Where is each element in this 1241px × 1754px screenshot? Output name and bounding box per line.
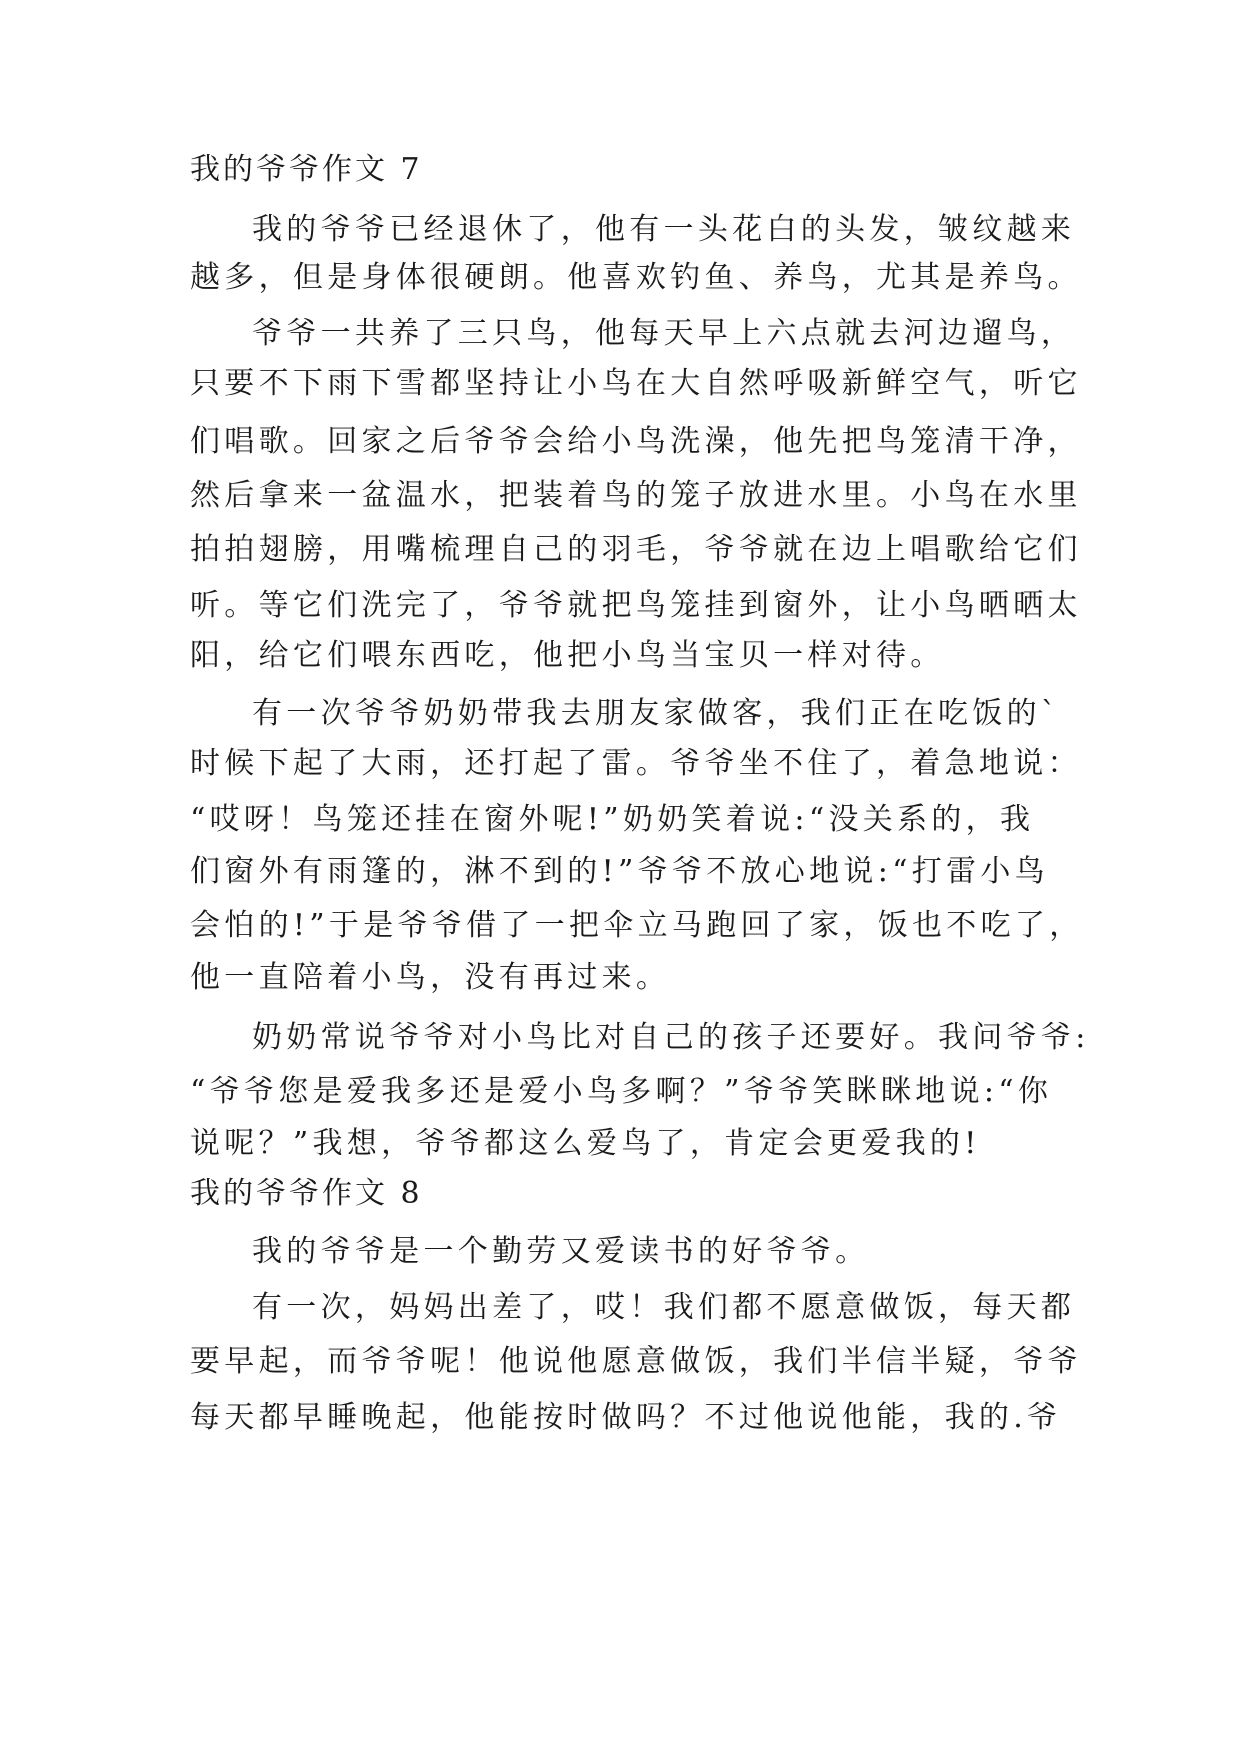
essay-7-line-8: 听。等它们洗完了，爷爷就把鸟笼挂到窗外，让小鸟晒晒太 [190, 588, 1082, 623]
essay-8-line-4: 每天都早睡晚起，他能按时做吗？不过他说他能，我的.爷 [190, 1400, 1062, 1435]
essay-7-line-3: 爷爷一共养了三只鸟，他每天早上六点就去河边遛鸟， [252, 316, 1076, 351]
essay-7-line-10: 有一次爷爷奶奶带我去朋友家做客，我们正在吃饭的` [252, 696, 1061, 731]
essay-7-line-4: 只要不下雨下雪都坚持让小鸟在大自然呼吸新鲜空气，听它 [190, 366, 1082, 401]
essay-7-line-7: 拍拍翅膀，用嘴梳理自己的羽毛，爷爷就在边上唱歌给它们 [190, 532, 1082, 567]
essay-7-line-17: “爷爷您是爱我多还是爱小鸟多啊？”爷爷笑眯眯地说:“你 [190, 1074, 1053, 1109]
essay-7-line-15: 他一直陪着小鸟，没有再过来。 [190, 960, 671, 995]
essay-7-line-18: 说呢？”我想，爷爷都这么爱鸟了，肯定会更爱我的! [190, 1126, 981, 1161]
essay-7-line-5: 们唱歌。回家之后爷爷会给小鸟洗澡，他先把鸟笼清干净， [190, 424, 1082, 459]
essay-7-line-14: 会怕的!”于是爷爷借了一把伞立马跑回了家，饭也不吃了， [190, 908, 1084, 943]
essay-7-title: 我的爷爷作文 7 [190, 152, 423, 187]
essay-8-title: 我的爷爷作文 8 [190, 1176, 423, 1211]
essay-7-line-13: 们窗外有雨篷的，淋不到的!”爷爷不放心地说:“打雷小鸟 [190, 854, 1049, 889]
essay-7-line-12: “哎呀！鸟笼还挂在窗外呢!”奶奶笑着说:“没关系的，我 [190, 802, 1035, 837]
essay-8-line-2: 有一次，妈妈出差了，哎！我们都不愿意做饭，每天都 [252, 1290, 1076, 1325]
essay-7-line-11: 时候下起了大雨，还打起了雷。爷爷坐不住了，着急地说： [190, 746, 1082, 781]
essay-8-line-1: 我的爷爷是一个勤劳又爱读书的好爷爷。 [252, 1234, 870, 1269]
essay-7-line-16: 奶奶常说爷爷对小鸟比对自己的孩子还要好。我问爷爷: [252, 1020, 1090, 1055]
essay-7-line-9: 阳，给它们喂东西吃，他把小鸟当宝贝一样对待。 [190, 638, 945, 673]
essay-7-line-2: 越多，但是身体很硬朗。他喜欢钓鱼、养鸟，尤其是养鸟。 [190, 260, 1082, 295]
essay-7-line-1: 我的爷爷已经退休了，他有一头花白的头发，皱纹越来 [252, 212, 1076, 247]
essay-8-line-3: 要早起，而爷爷呢！他说他愿意做饭，我们半信半疑，爷爷 [190, 1344, 1082, 1379]
essay-7-line-6: 然后拿来一盆温水，把装着鸟的笼子放进水里。小鸟在水里 [190, 478, 1082, 513]
